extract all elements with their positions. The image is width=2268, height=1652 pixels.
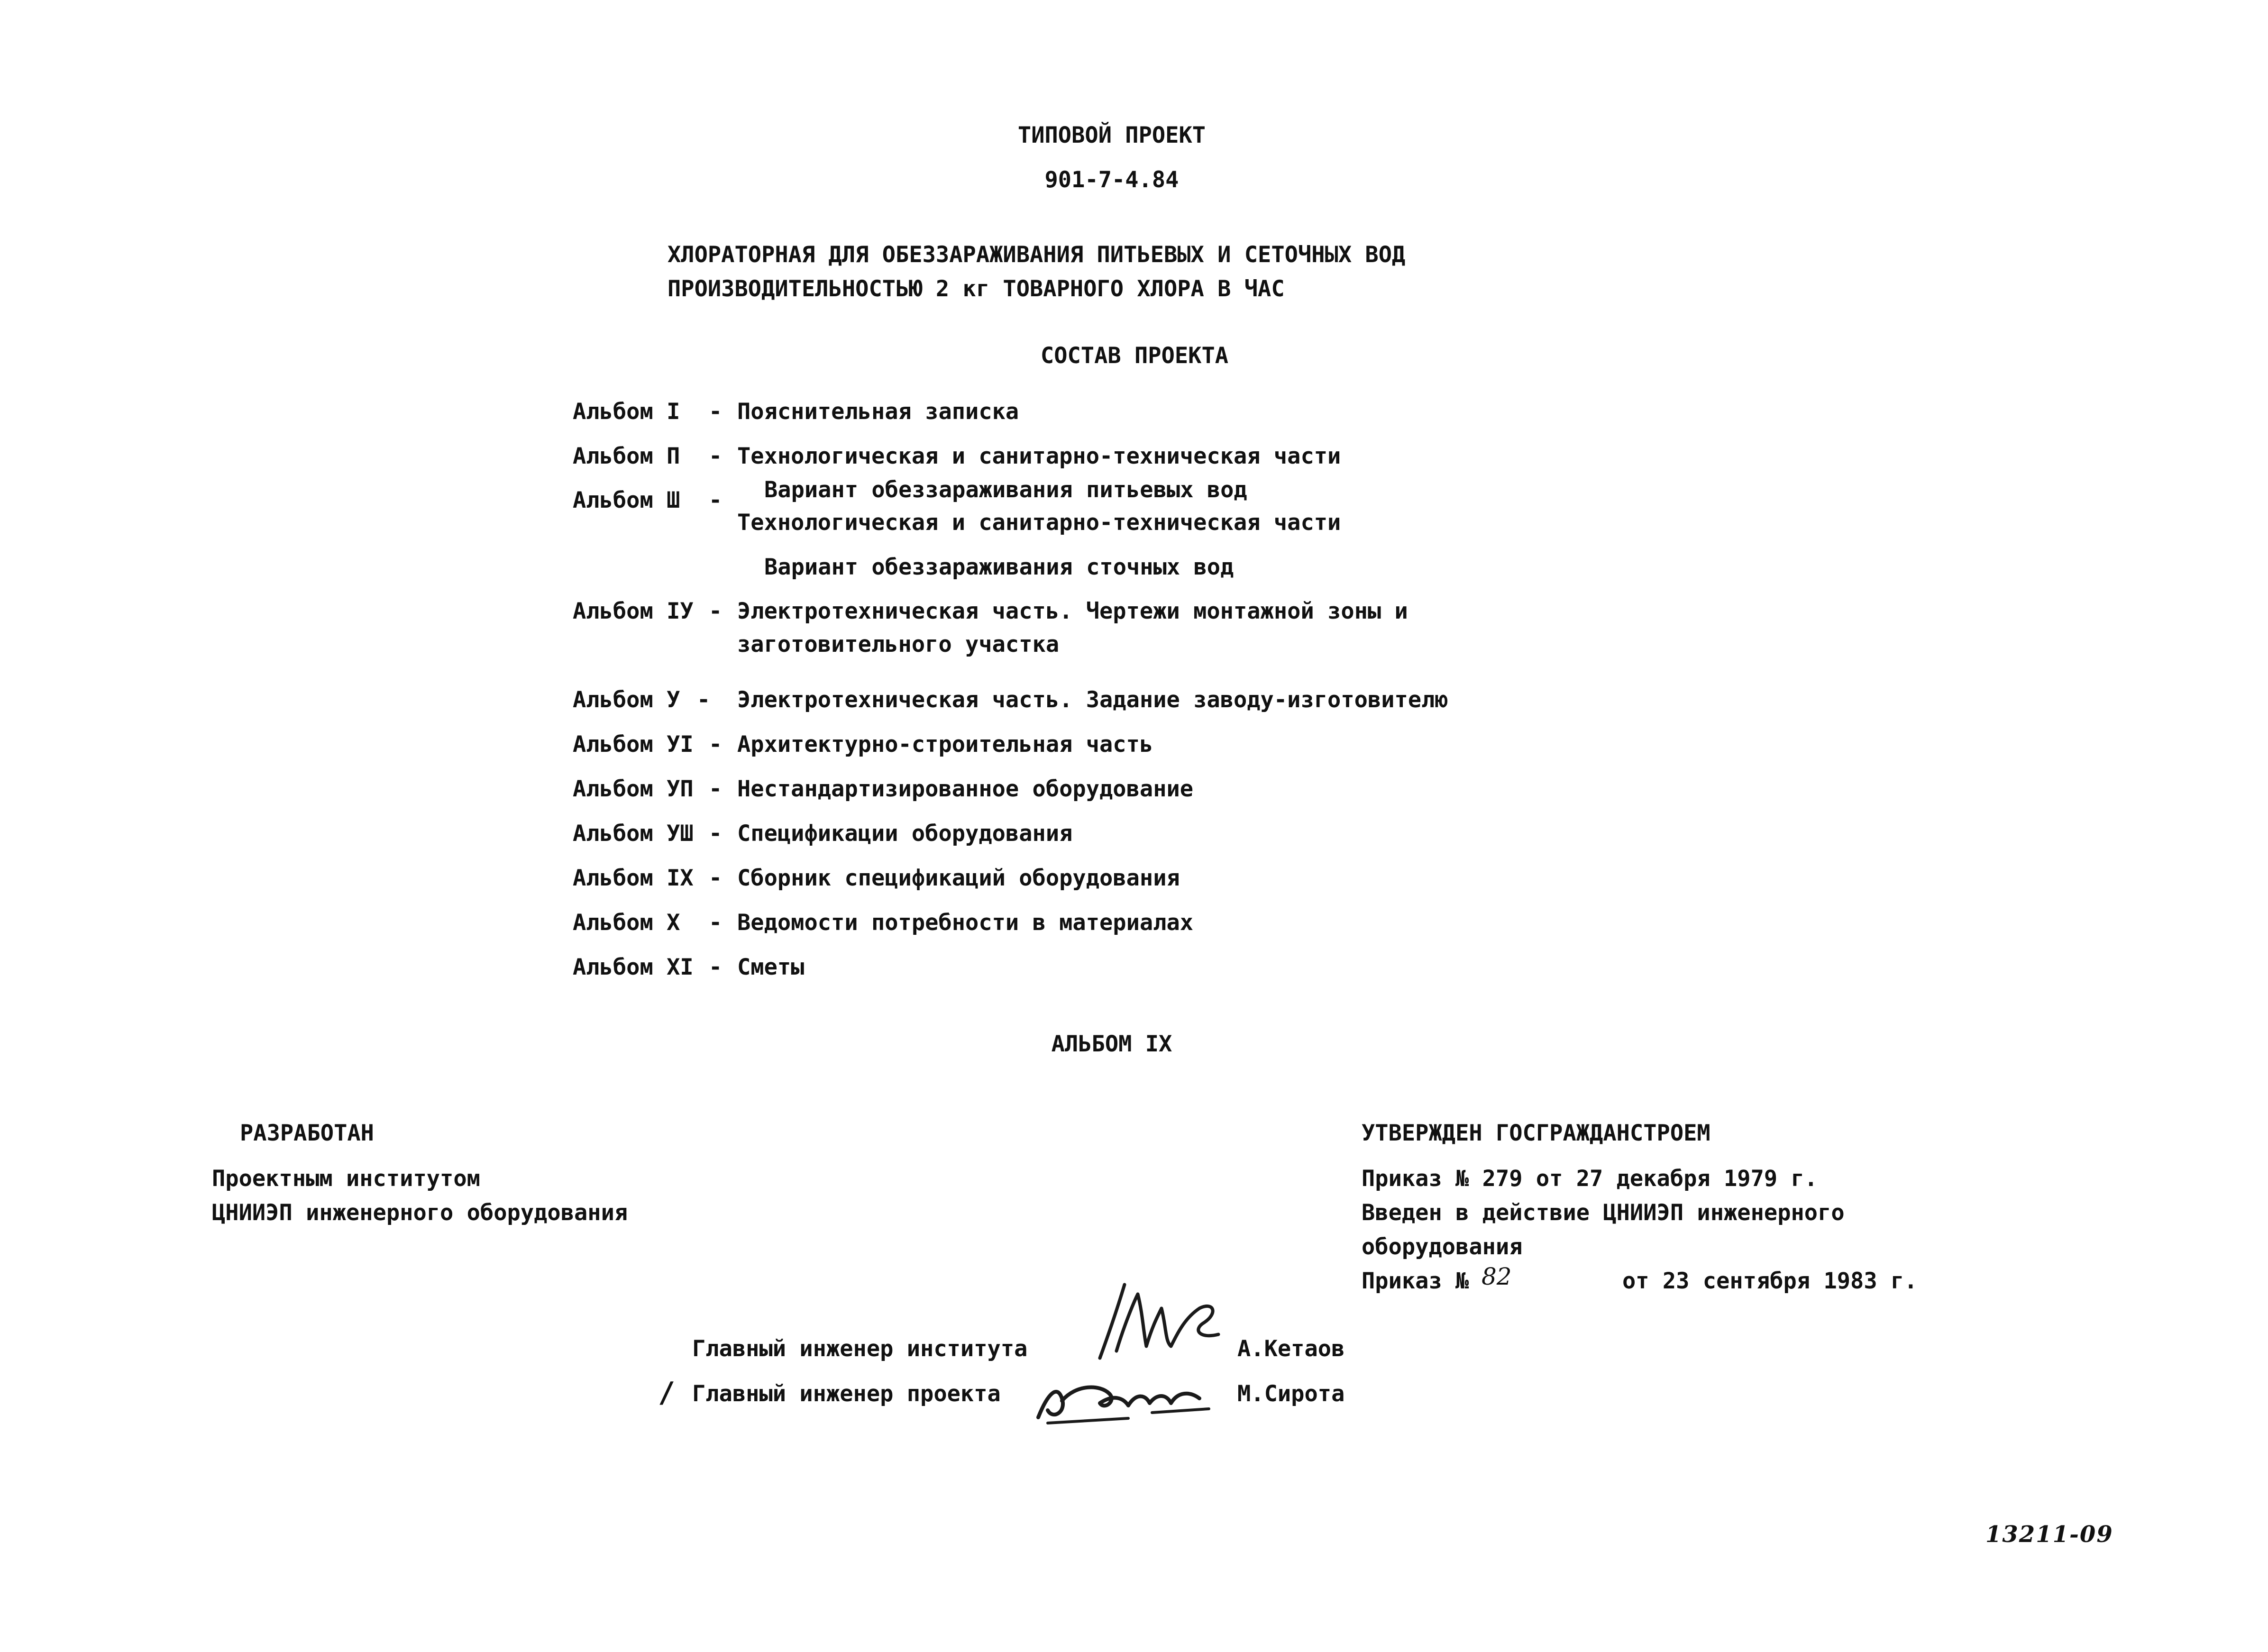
developed-line1: Проектным институтом	[212, 1166, 480, 1192]
album-dash: -	[709, 598, 722, 624]
album-text: Технологическая и санитарно-техническая части	[737, 510, 1341, 536]
album-text: Спецификации оборудования	[737, 821, 1073, 847]
album-label: Альбом IУ	[573, 598, 694, 624]
album-text: Архитектурно-строительная часть	[737, 731, 1153, 758]
signature-chief-institute-icon	[1090, 1275, 1233, 1370]
composition-heading: СОСТАВ ПРОЕКТА	[1040, 343, 1229, 369]
chief-project-title: Главный инженер проекта	[692, 1381, 1001, 1407]
chief-institute-title: Главный инженер института	[692, 1336, 1028, 1362]
album-dash: -	[709, 865, 722, 891]
album-text: Электротехническая часть. Чертежи монтажной зоны и	[737, 598, 1408, 624]
album-subtext: Вариант обеззараживания питьевых вод	[764, 477, 1247, 503]
chief-project-name: М.Сирота	[1237, 1381, 1345, 1407]
album-dash: -	[709, 731, 722, 758]
album-text-continued: заготовительного участка	[737, 631, 1060, 657]
album-text: Электротехническая часть. Задание заводу-изготовителю	[737, 687, 1448, 713]
album-text: Ведомости потребности в материалах	[737, 910, 1194, 936]
album-dash: -	[709, 776, 722, 802]
approved-order-number: 82	[1482, 1263, 1512, 1290]
album-dash: -	[697, 687, 711, 713]
album-label: Альбом I	[573, 399, 680, 425]
album-subtext: Вариант обеззараживания сточных вод	[764, 554, 1234, 580]
developed-line2: ЦНИИЭП инженерного оборудования	[212, 1200, 628, 1226]
album-dash: -	[709, 487, 722, 513]
album-label: Альбом УШ	[573, 821, 694, 847]
title-line2: ПРОИЗВОДИТЕЛЬНОСТЬЮ 2 кг ТОВАРНОГО ХЛОРА В ЧАС	[668, 276, 1285, 302]
chief-institute-name: А.Кетаов	[1237, 1336, 1345, 1362]
project-number: 901-7-4.84	[1044, 167, 1179, 193]
approved-heading: УТВЕРЖДЕН ГОСГРАЖДАНСТРОЕМ	[1362, 1120, 1710, 1146]
album-dash: -	[709, 954, 722, 980]
album-text: Пояснительная записка	[737, 399, 1019, 425]
slash-mark: /	[658, 1376, 676, 1409]
approved-order-date: от 23 сентября 1983 г.	[1622, 1268, 1918, 1294]
album-label: Альбом УП	[573, 776, 694, 802]
album-text: Технологическая и санитарно-техническая части	[737, 443, 1341, 469]
album-title: АЛЬБОМ IX	[1051, 1031, 1172, 1057]
album-label: Альбом Ш	[573, 487, 680, 513]
album-label: Альбом IX	[573, 865, 694, 891]
album-text: Нестандартизированное оборудование	[737, 776, 1194, 802]
footer-code: 13211-09	[1985, 1521, 2113, 1548]
album-dash: -	[709, 821, 722, 847]
album-label: Альбом X	[573, 910, 680, 936]
album-text: Сметы	[737, 954, 805, 980]
approved-line1: Приказ № 279 от 27 декабря 1979 г.	[1362, 1166, 1818, 1192]
album-label: Альбом П	[573, 443, 680, 469]
album-dash: -	[709, 443, 722, 469]
signature-chief-project-icon	[1033, 1365, 1214, 1432]
approved-line3: оборудования	[1362, 1234, 1523, 1260]
album-text: Сборник спецификаций оборудования	[737, 865, 1180, 891]
album-dash: -	[709, 399, 722, 425]
album-label: Альбом У	[573, 687, 680, 713]
album-label: Альбом УI	[573, 731, 694, 758]
header-line1: ТИПОВОЙ ПРОЕКТ	[1017, 122, 1206, 148]
developed-heading: РАЗРАБОТАН	[240, 1120, 374, 1146]
album-dash: -	[709, 910, 722, 936]
album-label: Альбом XI	[573, 954, 694, 980]
title-line1: ХЛОРАТОРНАЯ ДЛЯ ОБЕЗЗАРАЖИВАНИЯ ПИТЬЕВЫХ И СЕТОЧНЫХ ВОД	[668, 242, 1406, 268]
approved-order-prefix: Приказ №	[1362, 1268, 1469, 1294]
approved-line2: Введен в действие ЦНИИЭП инженерного	[1362, 1200, 1845, 1226]
